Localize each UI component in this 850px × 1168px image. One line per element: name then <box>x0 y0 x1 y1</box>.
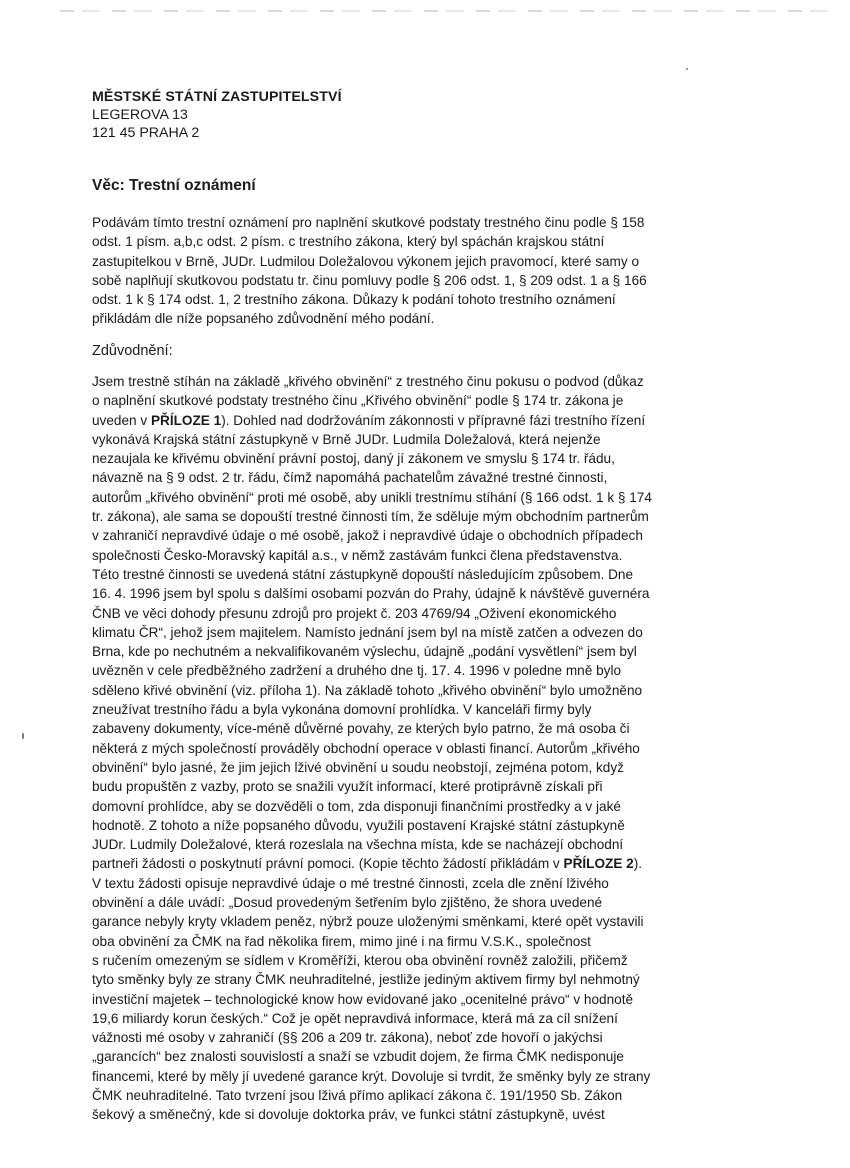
text-line: návazně na § 9 odst. 2 tr. řádu, čímž napomáhá pachatelům závažné trestné činnosti, <box>92 470 608 486</box>
text-line: Brna, kde po nechutném a nekvalifikovaném výslechu, údajně „podání vysvětlení“ jsem byl <box>92 644 637 660</box>
text-line: šekový a směnečný, kde si dovoluje doktorka práv, ve funkci státní zástupkyně, uvést <box>92 1107 605 1123</box>
text-line: uveden v PŘÍLOZE 1). Dohled nad dodržováním zákonnosti v přípravné fázi trestního řízení <box>92 412 646 428</box>
text-line: obvinění a dále uvádí: „Dosud provedeným šetřením bylo zjištěno, že shora uvedené <box>92 895 603 911</box>
text-line: tyto směnky byly ze strany ČMK neuhraditelné, jestliže jediným aktivem firmy byl nehmotný <box>92 972 640 988</box>
text-line: financemi, které by měly jí uvedené garance krýt. Dovoluje si tvrdit, že směnky byly ze strany <box>92 1068 651 1084</box>
recipient-street: LEGEROVA 13 <box>92 107 188 123</box>
text-line: nezaujala ke křivému obvinění právní postoj, daný jí zákonem ve smyslu § 174 tr. řádu, <box>92 451 615 467</box>
text-line: sděleno křivé obvinění (viz. příloha 1). Na základě tohoto „křivého obvinění“ bylo umožněno <box>92 682 643 698</box>
justification-heading: Zdůvodnění: <box>92 343 173 359</box>
text-line: ČNB ve věci dohody přesunu zdrojů pro projekt č. 203 4769/94 „Oživení ekonomického <box>92 605 617 621</box>
text-line: vážnosti mé osoby v zahraničí (§§ 206 a 209 tr. zákona), neboť zde hovoří o jakýchsi <box>92 1030 603 1046</box>
text-line: Této trestné činnosti se uvedená státní zástupkyně dopouští následujícím způsobem. Dne <box>92 566 634 582</box>
recipient-name: MĚSTSKÉ STÁTNÍ ZASTUPITELSTVÍ <box>92 89 342 105</box>
subject-line: Věc: Trestní oznámení <box>92 177 256 194</box>
text-line: 19,6 miliardy korun českých.“ Což je opět nepravdivá informace, která má za cíl snížení <box>92 1010 618 1026</box>
text-line: autorům „křivého obvinění“ proti mé osobě, aby unikli trestnímu stíhání (§ 166 odst. 1 k § 174 <box>92 489 652 505</box>
text-line: partneři žádosti o poskytnutí právní pomoci. (Kopie těchto žádostí přikládám v PŘÍLOZE 2). <box>92 856 643 872</box>
text-line: klimatu ČR“, jehož jsem majitelem. Namísto jednání jsem byl na místě zatčen a odvezen do <box>92 624 643 640</box>
text-line: obvinění“ bylo jasné, že jim jejich lživé obvinění u soudu neobstojí, zejména potom, když <box>92 759 624 775</box>
text-line: v zahraničí nepravdivé údaje o mé osobě, jakož i nepravdivé údaje o obchodních případech <box>92 528 643 544</box>
intro-paragraph <box>92 213 722 329</box>
scan-speck <box>22 733 24 739</box>
recipient-city: 121 45 PRAHA 2 <box>92 125 200 141</box>
text-line: budu propuštěn z vazby, proto se snažili využít informací, které protiprávně získali při <box>92 779 603 795</box>
text-line: odst. 1 k § 174 odst. 1, 2 trestního zákona. Důkazy k podání tohoto trestního oznámení <box>92 292 616 308</box>
text-line: o naplnění skutkové podstaty trestného činu „Křivého obvinění“ podle § 174 tr. zákona je <box>92 393 624 409</box>
text-line: domovní prohlídce, aby se dozvěděli o tom, zda disponuji finančními prostředky a v jaké <box>92 798 621 814</box>
text-line: vykonává Krajská státní zástupkyně v Brně JUDr. Ludmila Doležalová, která nejenže <box>92 431 601 447</box>
scan-edge-artifact <box>60 10 830 12</box>
text-line: zabaveny dokumenty, více-méně důvěrné povahy, ze kterých bylo patrno, že má osoba či <box>92 721 630 737</box>
text-line: tr. zákona), ale sama se dopouští trestné činnosti tím, že sděluje mým obchodním partnerům <box>92 509 649 525</box>
text-line: odst. 1 písm. a,b,c odst. 2 písm. c trestního zákona, který byl spáchán krajskou státní <box>92 234 605 250</box>
text-line: sobě naplňují skutkovou podstatu tr. činu pomluvy podle § 206 odst. 1, § 209 odst. 1 a § 166 <box>92 272 647 288</box>
text-line: investiční majetek – technologické know how evidované jako „ocenitelné právo“ v hodnotě <box>92 991 634 1007</box>
text-line: společnosti Česko-Moravský kapitál a.s., v němž zastávám funkci člena představenstva. <box>92 547 623 563</box>
text-line: přikládám dle níže popsaného zdůvodnění mého podání. <box>92 311 435 327</box>
text-line: ČMK neuhraditelné. Tato tvrzení jsou lživá přímo aplikací zákona č. 191/1950 Sb. Zákon <box>92 1087 623 1103</box>
text-line: hodnotě. Z tohoto a níže popsaného důvodu, využili postavení Krajské státní zástupkyně <box>92 817 625 833</box>
recipient-address <box>92 88 342 142</box>
text-line: zastupitelkou v Brně, JUDr. Ludmilou Doležalovou výkonem jejich pravomocí, které samy o <box>92 253 640 269</box>
text-line: V textu žádosti opisuje nepravdivé údaje o mé trestné činnosti, zcela dle znění lživého <box>92 875 609 891</box>
text-line: „garancích“ bez znalosti souvislostí a snaží se vzbudit dojem, že firma ČMK nedisponuje <box>92 1049 624 1065</box>
text-line: oba obvinění za ČMK na řad několika firem, mimo jiné i na firmu V.S.K., společnost <box>92 933 591 949</box>
text-line: některá z mých společností prováděly obchodní operace v oblasti financí. Autorům „křivého <box>92 740 640 756</box>
text-line: s ručením omezeným se sídlem v Kroměříži, kterou oba obvinění rovněž založili, přičemž <box>92 952 628 968</box>
text-line: zneužívat trestního řádu a byla vykonána domovní prohlídka. V kanceláři firmy byly <box>92 702 592 718</box>
text-line: garance nebyly kryty vkladem peněz, nýbrž pouze uloženými směnkami, které opět vystavili <box>92 914 644 930</box>
justification-body <box>92 372 722 1125</box>
text-line: Podávám tímto trestní oznámení pro naplnění skutkové podstaty trestného činu podle § 158 <box>92 215 645 230</box>
text-line: uvězněn v cele předběžného zadržení a druhého dne tj. 17. 4. 1996 v poledne mně bylo <box>92 663 622 679</box>
scan-speck <box>686 68 688 70</box>
text-line: JUDr. Ludmily Doležalové, která rozeslala na všechna místa, kde se nacházejí obchodní <box>92 837 624 853</box>
text-line: Jsem trestně stíhán na základě „křivého obvinění“ z trestného činu pokusu o podvod (důkaz <box>92 374 644 389</box>
text-line: 16. 4. 1996 jsem byl spolu s dalšími osobami pozván do Prahy, údajně k návštěvě guvernéra <box>92 586 650 602</box>
